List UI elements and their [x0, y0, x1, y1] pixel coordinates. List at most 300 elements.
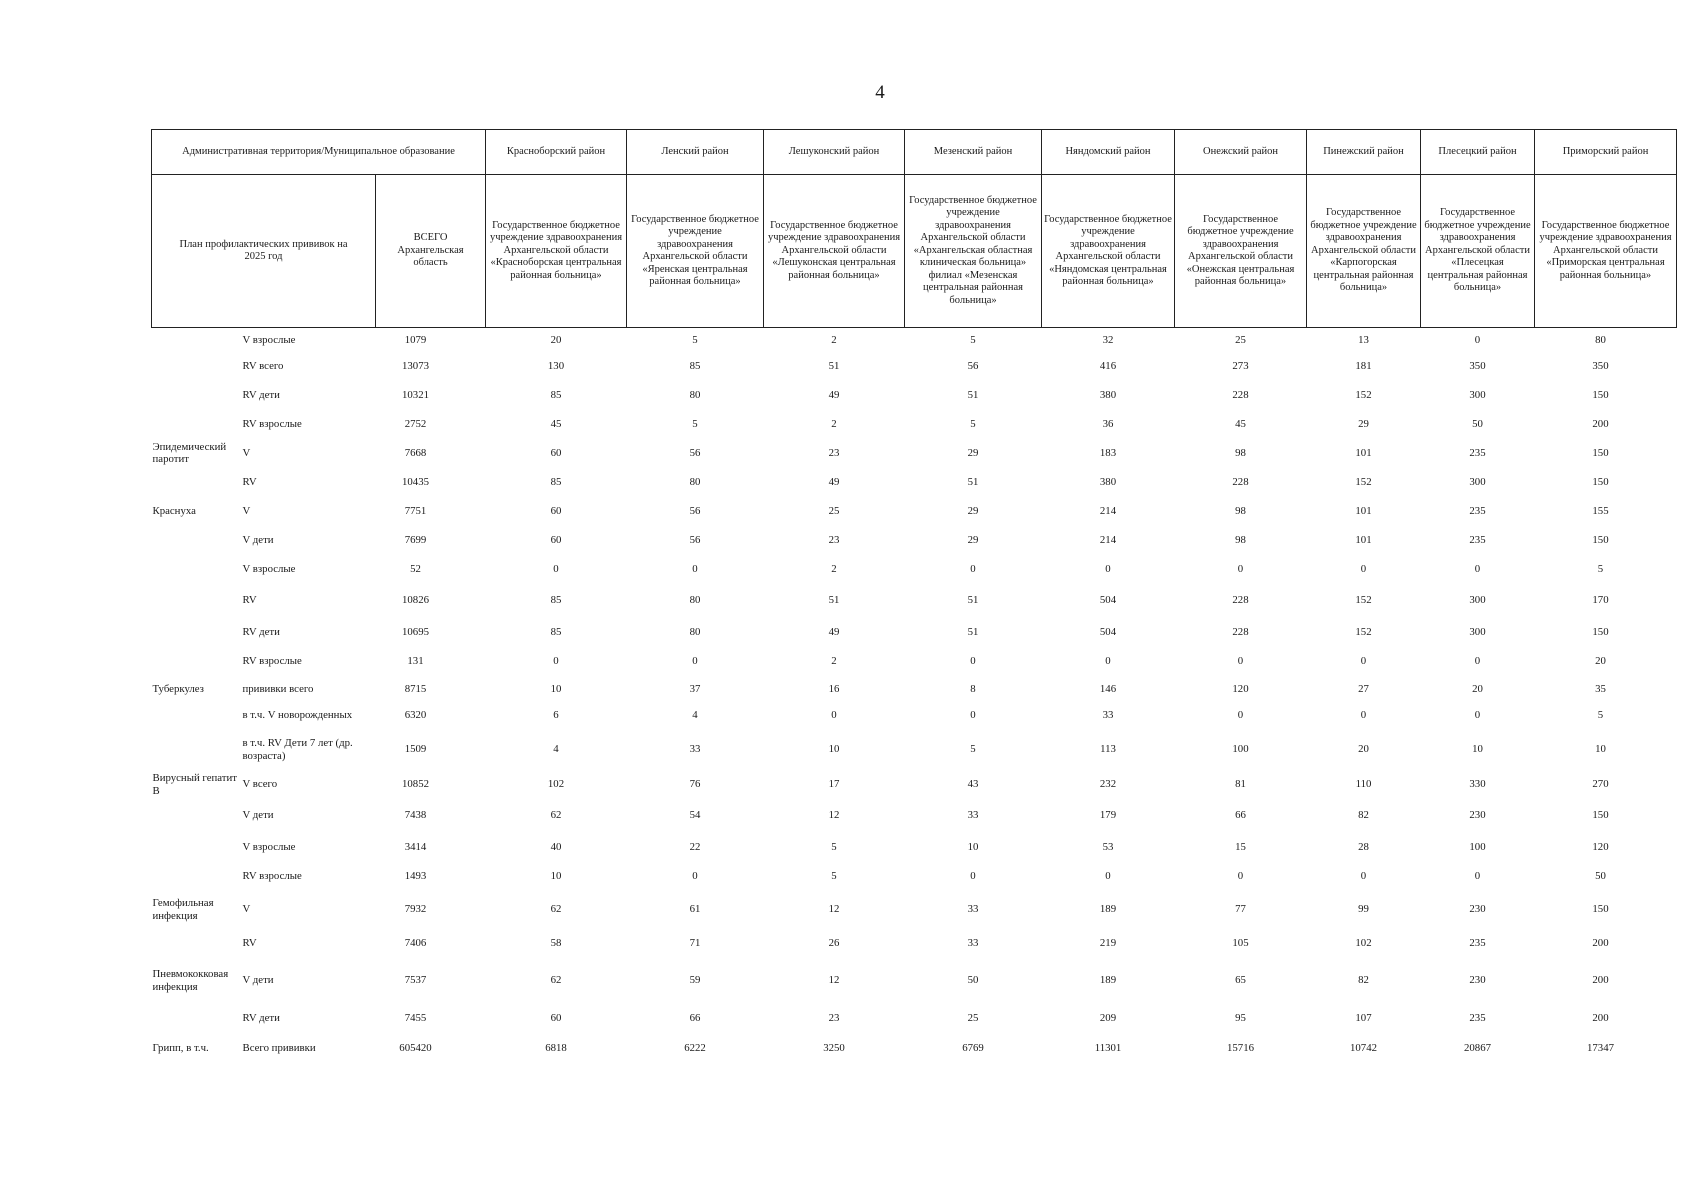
row-group — [152, 862, 241, 891]
district-name: Приморский район — [1535, 130, 1677, 175]
district-value: 56 — [689, 504, 701, 517]
institution-name: Государственное бюджетное учреждение здравоохранения Архангельской области «Карпогорская центральная районная больница» — [1307, 175, 1421, 328]
table-row — [152, 328, 1677, 352]
district-value: 5 — [692, 417, 698, 430]
district-value: 66 — [1235, 809, 1246, 822]
district-value: 5 — [692, 333, 698, 346]
district-value: 20 — [1595, 654, 1606, 667]
total-value: 7699 — [404, 533, 427, 546]
district-value: 12 — [828, 974, 840, 987]
district-value: 105 — [1232, 936, 1249, 949]
district-value: 183 — [1099, 446, 1117, 459]
district-value: 60 — [550, 504, 562, 517]
district-value: 10 — [550, 682, 562, 695]
table-row — [152, 1033, 1677, 1064]
district-value: 0 — [1237, 709, 1244, 722]
district-value: 170 — [1592, 594, 1609, 607]
total-value: 1509 — [404, 743, 427, 756]
row-group — [152, 381, 241, 410]
plan-label-text: План профилактических прививок на 2025 год — [179, 238, 348, 262]
district-value: 6818 — [545, 1041, 567, 1054]
row-label: RV — [242, 594, 257, 607]
total-value: 10695 — [402, 625, 429, 638]
district-value: 23 — [828, 1011, 840, 1024]
row-group: Пневмококковая инфекция — [152, 968, 229, 993]
district-value: 5 — [970, 417, 976, 430]
district-value: 49 — [828, 475, 840, 488]
table-row — [152, 703, 1677, 729]
row-label: Всего прививки — [242, 1041, 316, 1054]
row-group — [152, 799, 241, 833]
table-row — [152, 497, 1677, 526]
district-value: 62 — [550, 903, 562, 916]
district-value: 61 — [689, 903, 701, 916]
district-value: 0 — [692, 654, 698, 667]
district-value: 29 — [1358, 417, 1369, 430]
district-value: 228 — [1232, 625, 1249, 638]
district-value: 45 — [1235, 417, 1246, 430]
header-row-districts — [152, 130, 1677, 175]
table-row — [152, 799, 1677, 833]
district-name: Плесецкий район — [1421, 130, 1535, 175]
district-value: 5 — [970, 333, 976, 346]
district-value: 0 — [553, 562, 559, 575]
row-group — [152, 1004, 241, 1033]
district-value: 150 — [1592, 903, 1609, 916]
total-value: 7668 — [404, 446, 427, 459]
district-value: 100 — [1469, 840, 1486, 853]
district-value: 2 — [831, 562, 837, 575]
district-value: 0 — [1474, 709, 1481, 722]
district-value: 300 — [1469, 594, 1486, 607]
district-value: 10742 — [1350, 1041, 1377, 1054]
district-value: 0 — [1237, 869, 1244, 882]
row-group: Гемофильная инфекция — [152, 897, 214, 922]
district-value: 81 — [1235, 778, 1246, 791]
row-label: RV взрослые — [242, 654, 302, 667]
district-value: 49 — [828, 388, 840, 401]
district-value: 33 — [1102, 709, 1114, 722]
district-value: 43 — [967, 778, 979, 791]
district-value: 5 — [1597, 562, 1604, 575]
total-value: 7406 — [404, 936, 427, 949]
district-value: 53 — [1102, 840, 1114, 853]
district-value: 5 — [970, 743, 976, 756]
row-label: V взрослые — [242, 562, 296, 575]
district-value: 235 — [1469, 446, 1486, 459]
table-row — [152, 891, 1677, 929]
district-value: 22 — [689, 840, 701, 853]
row-group — [152, 328, 241, 352]
page-number: 4 — [875, 82, 885, 103]
district-value: 58 — [550, 936, 562, 949]
district-value: 150 — [1592, 533, 1609, 546]
district-value: 17 — [828, 778, 840, 791]
district-value: 150 — [1592, 475, 1609, 488]
institution-name: Государственное бюджетное учреждение здравоохранения Архангельской области «Архангельская областная клиническая больница» филиал «Мезенская центральная районная больница» — [905, 175, 1042, 328]
district-value: 300 — [1469, 475, 1486, 488]
row-label: в т.ч. V новорожденных — [242, 709, 353, 722]
district-value: 152 — [1355, 475, 1372, 488]
district-value: 12 — [828, 809, 840, 822]
total-value: 10435 — [402, 475, 429, 488]
district-value: 12 — [828, 903, 840, 916]
district-value: 0 — [692, 869, 698, 882]
district-value: 0 — [970, 869, 976, 882]
district-value: 380 — [1099, 388, 1117, 401]
district-value: 85 — [550, 388, 562, 401]
row-label: V дети — [242, 974, 274, 987]
district-value: 152 — [1355, 388, 1372, 401]
header-row-institutions — [152, 175, 1677, 328]
total-value: 1493 — [404, 869, 427, 882]
district-value: 0 — [970, 654, 976, 667]
district-value: 6222 — [684, 1041, 706, 1054]
district-value: 51 — [828, 359, 840, 372]
district-value: 230 — [1469, 974, 1486, 987]
district-value: 0 — [1474, 562, 1481, 575]
district-value: 300 — [1469, 625, 1486, 638]
district-value: 380 — [1099, 475, 1117, 488]
table-row — [152, 929, 1677, 958]
district-value: 25 — [828, 504, 840, 517]
total-value: 8715 — [404, 682, 427, 695]
district-value: 10 — [1595, 743, 1606, 756]
district-value: 51 — [967, 625, 979, 638]
total-value: 1079 — [404, 333, 427, 346]
district-value: 51 — [967, 388, 979, 401]
district-value: 101 — [1355, 446, 1372, 459]
total-value: 10852 — [402, 778, 429, 791]
row-label: RV всего — [242, 359, 284, 372]
row-label: V — [242, 446, 251, 459]
district-value: 60 — [550, 1011, 562, 1024]
row-label: V дети — [242, 533, 274, 546]
district-value: 155 — [1592, 504, 1609, 517]
table-row — [152, 468, 1677, 497]
row-group — [152, 468, 241, 497]
district-name: Мезенский район — [905, 130, 1042, 175]
row-group — [152, 618, 241, 647]
row-label: V всего — [242, 778, 278, 791]
table-row — [152, 439, 1677, 468]
district-value: 150 — [1592, 809, 1609, 822]
district-value: 49 — [828, 625, 840, 638]
district-value: 152 — [1355, 594, 1372, 607]
district-value: 0 — [1237, 654, 1244, 667]
district-value: 350 — [1592, 359, 1609, 372]
district-value: 0 — [1474, 333, 1481, 346]
district-value: 98 — [1235, 504, 1246, 517]
district-value: 200 — [1592, 936, 1609, 949]
district-value: 416 — [1099, 359, 1117, 372]
district-value: 16 — [828, 682, 840, 695]
district-value: 0 — [1105, 562, 1111, 575]
district-value: 4 — [553, 743, 559, 756]
district-value: 0 — [1105, 654, 1111, 667]
institution-name: Государственное бюджетное учреждение здравоохранения Архангельской области «Приморская центральная районная больница» — [1535, 175, 1677, 328]
district-value: 152 — [1355, 625, 1372, 638]
table-body — [152, 328, 1677, 1064]
district-value: 50 — [967, 974, 979, 987]
district-value: 82 — [1358, 974, 1369, 987]
district-value: 273 — [1232, 359, 1249, 372]
district-value: 10 — [1472, 743, 1483, 756]
total-value: 6320 — [404, 709, 427, 722]
district-value: 99 — [1358, 903, 1369, 916]
institution-name: Государственное бюджетное учреждение здравоохранения Архангельской области «Няндомская центральная районная больница» — [1042, 175, 1175, 328]
district-value: 2 — [831, 333, 837, 346]
vaccination-plan-table — [151, 129, 1677, 1064]
total-value: 52 — [410, 562, 421, 575]
row-label: V — [242, 903, 251, 916]
district-value: 8 — [970, 682, 976, 695]
district-value: 0 — [831, 709, 837, 722]
district-value: 23 — [828, 446, 840, 459]
district-value: 29 — [967, 446, 979, 459]
row-label: RV дети — [242, 625, 280, 638]
total-value: 10321 — [402, 388, 429, 401]
district-value: 29 — [967, 533, 979, 546]
district-value: 27 — [1358, 682, 1369, 695]
total-value: 7438 — [404, 809, 427, 822]
institution-name: Государственное бюджетное учреждение здравоохранения Архангельской области «Яренская центральная районная больница» — [627, 175, 764, 328]
total-value: 3414 — [404, 840, 427, 853]
district-value: 100 — [1232, 743, 1249, 756]
table-row — [152, 584, 1677, 618]
district-value: 80 — [689, 388, 701, 401]
district-value: 56 — [689, 446, 701, 459]
district-value: 107 — [1355, 1011, 1372, 1024]
table-row — [152, 618, 1677, 647]
table-row — [152, 771, 1677, 799]
district-value: 235 — [1469, 1011, 1486, 1024]
district-value: 37 — [689, 682, 701, 695]
district-value: 101 — [1355, 533, 1372, 546]
district-value: 0 — [970, 709, 976, 722]
district-value: 33 — [967, 936, 979, 949]
district-value: 98 — [1235, 446, 1246, 459]
total-value: 10826 — [402, 594, 429, 607]
district-name: Красноборский район — [486, 130, 627, 175]
district-value: 270 — [1592, 778, 1609, 791]
district-value: 62 — [550, 974, 562, 987]
district-value: 36 — [1102, 417, 1114, 430]
district-value: 51 — [828, 594, 840, 607]
total-value: 7455 — [404, 1011, 427, 1024]
row-group — [152, 352, 241, 381]
district-value: 189 — [1099, 974, 1117, 987]
district-value: 0 — [1105, 869, 1111, 882]
district-name: Лешуконский район — [764, 130, 905, 175]
district-value: 85 — [689, 359, 701, 372]
district-value: 3250 — [823, 1041, 845, 1054]
institution-name: Государственное бюджетное учреждение здравоохранения Архангельской области «Плесецкая центральная районная больница» — [1421, 175, 1535, 328]
table-row — [152, 833, 1677, 862]
district-value: 50 — [1472, 417, 1483, 430]
row-label: V дети — [242, 809, 274, 822]
district-value: 5 — [831, 869, 837, 882]
district-value: 200 — [1592, 974, 1609, 987]
district-value: 60 — [550, 533, 562, 546]
district-value: 71 — [689, 936, 701, 949]
table-row — [152, 862, 1677, 891]
row-group: Грипп, в т.ч. — [152, 1041, 209, 1054]
district-value: 26 — [828, 936, 840, 949]
row-group — [152, 647, 241, 676]
district-value: 5 — [1597, 709, 1604, 722]
district-value: 330 — [1469, 778, 1486, 791]
district-value: 65 — [1235, 974, 1246, 987]
district-value: 45 — [550, 417, 562, 430]
row-label: в т.ч. RV Дети 7 лет (др. возраста) — [242, 737, 353, 762]
district-value: 0 — [1360, 562, 1367, 575]
district-value: 20 — [1358, 743, 1369, 756]
district-value: 51 — [967, 594, 979, 607]
district-value: 146 — [1099, 682, 1117, 695]
row-group — [152, 555, 241, 584]
district-value: 200 — [1592, 417, 1609, 430]
district-value: 66 — [689, 1011, 701, 1024]
district-value: 25 — [967, 1011, 979, 1024]
district-value: 0 — [1474, 654, 1481, 667]
territory-label: Административная территория/Муниципальное образование — [152, 130, 486, 175]
row-group — [152, 526, 241, 555]
district-value: 2 — [831, 417, 837, 430]
row-label: прививки всего — [242, 682, 314, 695]
row-label: RV дети — [242, 1011, 280, 1024]
district-value: 15716 — [1227, 1041, 1254, 1054]
row-group — [152, 584, 241, 618]
district-value: 11301 — [1094, 1041, 1122, 1054]
district-value: 230 — [1469, 809, 1486, 822]
row-label: RV — [242, 475, 257, 488]
district-value: 20 — [550, 333, 562, 346]
district-value: 209 — [1099, 1011, 1117, 1024]
district-value: 350 — [1469, 359, 1486, 372]
district-value: 17347 — [1587, 1041, 1614, 1054]
total-value: 7932 — [404, 903, 427, 916]
table-row — [152, 526, 1677, 555]
district-value: 214 — [1099, 504, 1117, 517]
district-value: 80 — [689, 625, 701, 638]
institution-name: Государственное бюджетное учреждение здравоохранения Архангельской области «Лешуконская центральная районная больница» — [764, 175, 905, 328]
district-value: 85 — [550, 625, 562, 638]
district-value: 0 — [553, 654, 559, 667]
district-name: Пинежский район — [1307, 130, 1421, 175]
district-value: 56 — [967, 359, 979, 372]
table-row — [152, 381, 1677, 410]
district-value: 300 — [1469, 388, 1486, 401]
row-group — [152, 410, 241, 439]
institution-name: Государственное бюджетное учреждение здравоохранения Архангельской области «Красноборская центральная районная больница» — [486, 175, 627, 328]
district-value: 50 — [1595, 869, 1606, 882]
table-row — [152, 410, 1677, 439]
district-value: 110 — [1355, 778, 1372, 791]
district-value: 98 — [1235, 533, 1246, 546]
district-value: 0 — [692, 562, 698, 575]
row-group — [152, 703, 241, 729]
district-value: 23 — [828, 533, 840, 546]
district-value: 10 — [828, 743, 840, 756]
district-value: 6769 — [962, 1041, 984, 1054]
row-label: RV дети — [242, 388, 280, 401]
district-value: 102 — [547, 778, 565, 791]
district-value: 200 — [1592, 1011, 1609, 1024]
district-value: 230 — [1469, 903, 1486, 916]
district-value: 28 — [1358, 840, 1369, 853]
district-value: 59 — [689, 974, 701, 987]
district-value: 95 — [1235, 1011, 1246, 1024]
row-label: RV взрослые — [242, 869, 302, 882]
district-name: Няндомский район — [1042, 130, 1175, 175]
district-value: 0 — [1474, 869, 1481, 882]
row-label: V — [242, 504, 251, 517]
district-value: 120 — [1232, 682, 1249, 695]
district-value: 20 — [1472, 682, 1483, 695]
district-value: 85 — [550, 594, 562, 607]
district-value: 15 — [1235, 840, 1246, 853]
district-value: 189 — [1099, 903, 1117, 916]
district-value: 235 — [1469, 936, 1486, 949]
row-group: Эпидемический паротит — [152, 440, 227, 465]
district-value: 33 — [689, 743, 701, 756]
institution-name: Государственное бюджетное учреждение здравоохранения Архангельской области «Онежская центральная районная больница» — [1175, 175, 1307, 328]
row-group — [152, 729, 241, 771]
table-row — [152, 729, 1677, 771]
district-value: 150 — [1592, 388, 1609, 401]
total-value: 7751 — [404, 504, 427, 517]
district-value: 76 — [689, 778, 701, 791]
district-value: 10 — [550, 869, 562, 882]
district-value: 214 — [1099, 533, 1117, 546]
district-value: 80 — [689, 594, 701, 607]
district-value: 219 — [1099, 936, 1117, 949]
district-value: 40 — [550, 840, 562, 853]
district-value: 0 — [1237, 562, 1244, 575]
district-value: 85 — [550, 475, 562, 488]
district-value: 0 — [1360, 869, 1367, 882]
row-label: V взрослые — [242, 333, 296, 346]
table-row — [152, 352, 1677, 381]
district-value: 102 — [1355, 936, 1372, 949]
table-row — [152, 647, 1677, 676]
district-value: 80 — [1595, 333, 1606, 346]
district-value: 5 — [831, 840, 837, 853]
district-value: 10 — [967, 840, 979, 853]
total-value: 2752 — [404, 417, 427, 430]
district-value: 77 — [1235, 903, 1246, 916]
row-group: Краснуха — [152, 504, 196, 517]
total-label — [376, 175, 486, 328]
district-name: Онежский район — [1175, 130, 1307, 175]
district-value: 0 — [1360, 654, 1367, 667]
total-value: 131 — [407, 654, 424, 667]
district-value: 504 — [1099, 594, 1117, 607]
district-value: 62 — [550, 809, 562, 822]
district-value: 4 — [692, 709, 698, 722]
district-value: 33 — [967, 809, 979, 822]
district-value: 228 — [1232, 388, 1249, 401]
district-value: 504 — [1099, 625, 1117, 638]
district-value: 235 — [1469, 504, 1486, 517]
district-value: 181 — [1355, 359, 1372, 372]
plan-label — [152, 175, 376, 328]
district-value: 228 — [1232, 475, 1249, 488]
total-value: 7537 — [404, 974, 427, 987]
table-row — [152, 1004, 1677, 1033]
district-value: 13 — [1358, 333, 1369, 346]
